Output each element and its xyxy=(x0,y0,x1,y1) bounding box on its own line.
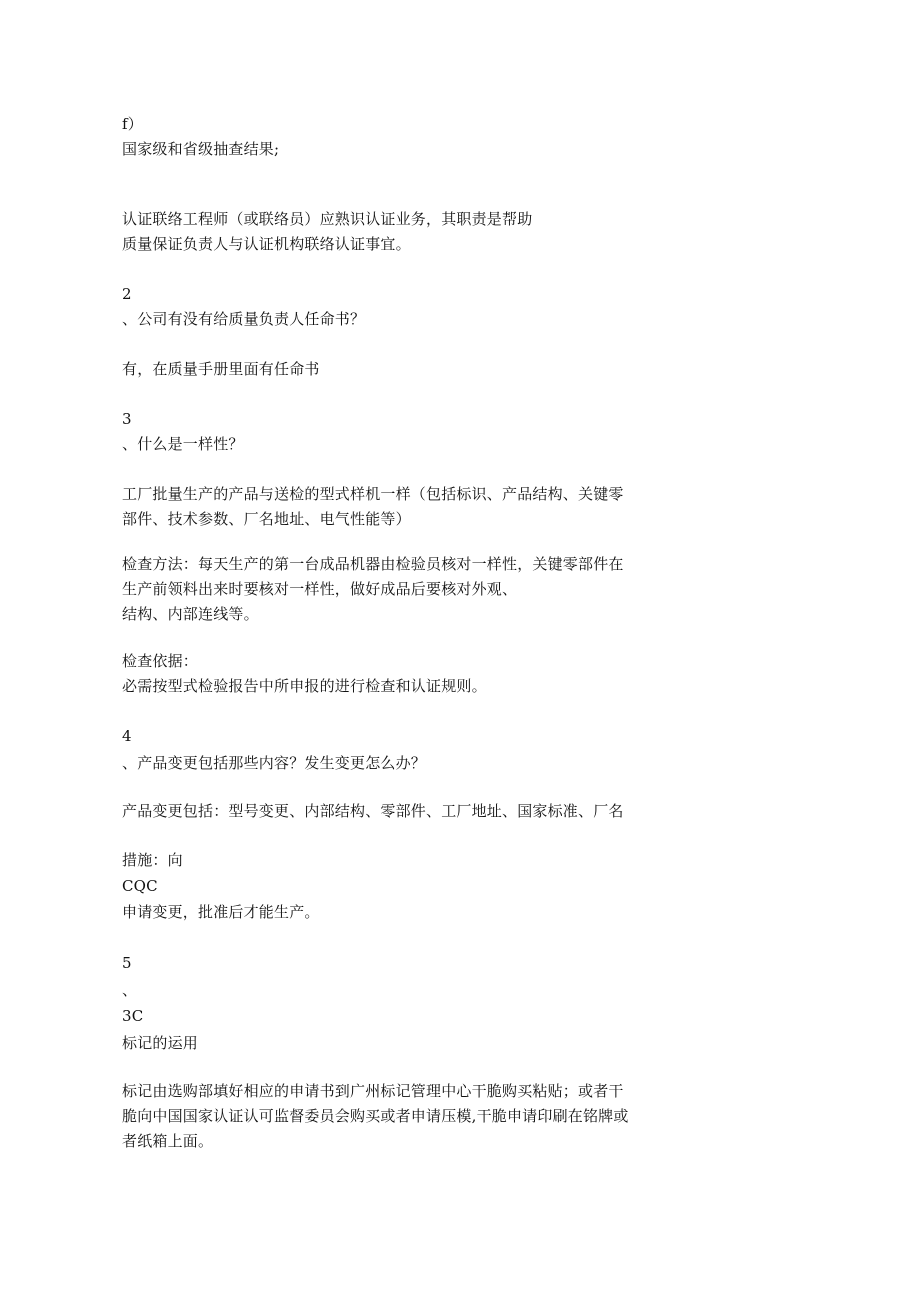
question-text: 标记的运用 xyxy=(122,1034,199,1052)
answer-text: 工厂批量生产的产品与送检的型式样机一样（包括标识、产品结构、关键零 xyxy=(122,485,624,503)
answer-text: 申请变更，批准后才能生产。 xyxy=(122,903,320,921)
question-text: 、产品变更包括那些内容？发生变更怎么办？ xyxy=(122,754,427,772)
answer-text: CQC xyxy=(122,877,158,895)
answer-text: 结构、内部连线等。 xyxy=(122,605,259,623)
answer-text: 必需按型式检验报告中所申报的进行检查和认证规则。 xyxy=(122,677,487,695)
question-text: 3C xyxy=(122,1007,144,1025)
answer-text: 有，在质量手册里面有任命书 xyxy=(122,360,320,378)
question-number: 3 xyxy=(122,410,132,428)
question-number: 4 xyxy=(122,727,132,745)
answer-text: 标记由选购部填好相应的申请书到广州标记管理中心干脆购买粘贴；或者干 xyxy=(122,1082,624,1100)
text-line: 质量保证负责人与认证机构联络认证事宜。 xyxy=(122,235,411,253)
text-line: f） xyxy=(122,115,143,133)
answer-text: 脆向中国国家认证认可监督委员会购买或者申请压模,干脆申请印刷在铭牌或 xyxy=(122,1107,629,1125)
question-text: 、 xyxy=(122,981,138,999)
answer-text: 措施：向 xyxy=(122,851,183,869)
question-number: 5 xyxy=(122,954,132,972)
answer-text: 部件、技术参数、厂名地址、电气性能等） xyxy=(122,510,411,528)
question-number: 2 xyxy=(122,285,132,303)
answer-text: 生产前领料出来时要核对一样性，做好成品后要核对外观、 xyxy=(122,580,518,598)
answer-text: 检查依据： xyxy=(122,652,199,670)
answer-text: 检查方法：每天生产的第一台成品机器由检验员核对一样性，关键零部件在 xyxy=(122,555,624,573)
text-line: 国家级和省级抽查结果; xyxy=(122,140,280,158)
text-line: 认证联络工程师（或联络员）应熟识认证业务，其职责是帮助 xyxy=(122,210,533,228)
answer-text: 产品变更包括：型号变更、内部结构、零部件、工厂地址、国家标准、厂名 xyxy=(122,802,624,820)
question-text: 、公司有没有给质量负责人任命书？ xyxy=(122,310,366,328)
question-text: 、什么是一样性？ xyxy=(122,435,244,453)
answer-text: 者纸箱上面。 xyxy=(122,1132,214,1150)
